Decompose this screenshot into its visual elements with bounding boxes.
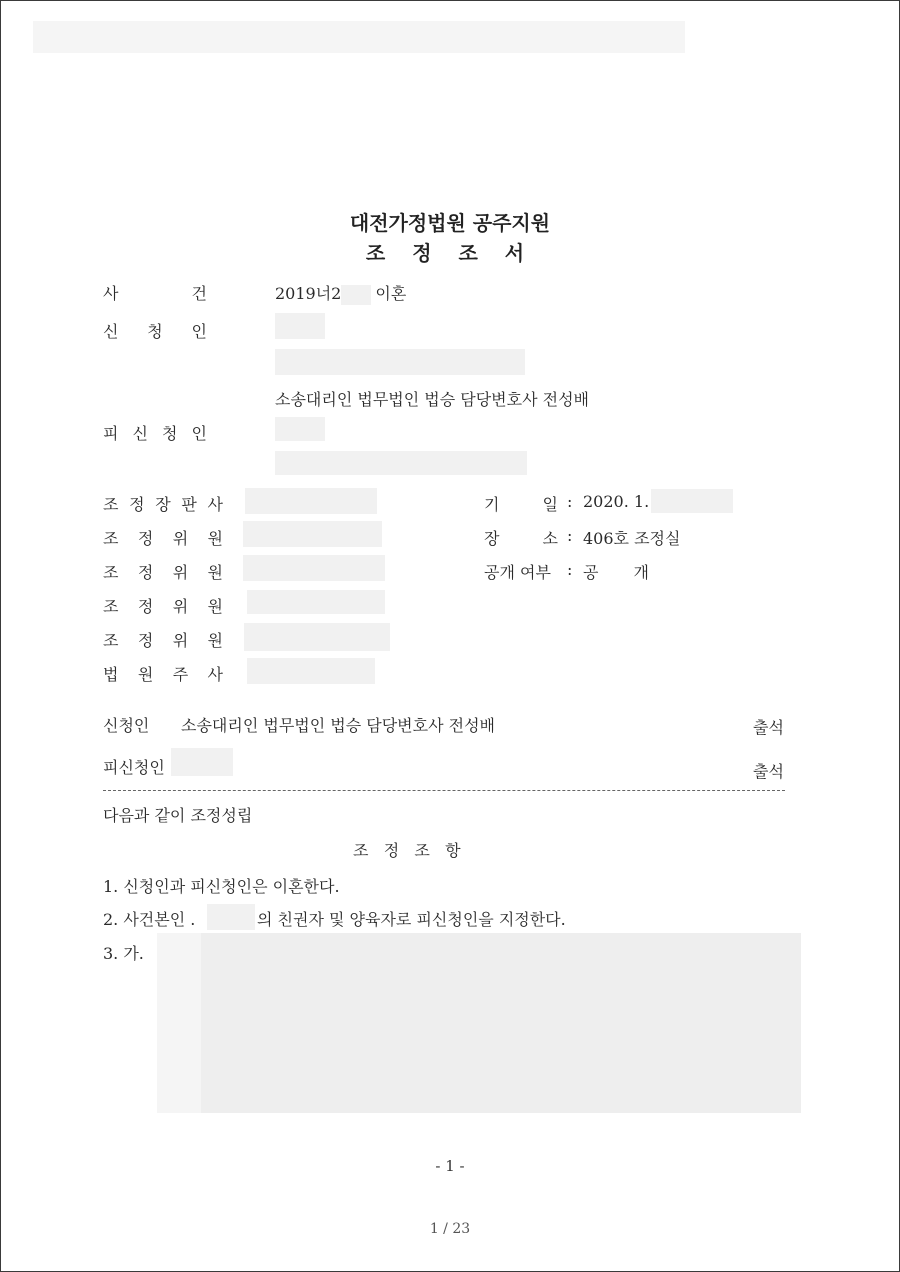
court-name: 대전가정법원 공주지원 — [349, 211, 551, 235]
place-colon: : — [567, 526, 573, 545]
official-label-member-4: 조 정 위 원 — [103, 631, 223, 650]
redacted-official-1 — [245, 488, 377, 514]
official-label-judge: 조 정 장 판 사 — [103, 495, 223, 514]
redacted-applicant-name — [275, 313, 325, 339]
case-label: 사 건 — [103, 284, 207, 303]
public-colon: : — [567, 560, 573, 579]
date-label: 기 일 — [484, 495, 558, 514]
mediation-item-2: 의 친권자 및 양육자로 피신청인을 지정한다. — [257, 910, 566, 929]
applicant-agent: 소송대리인 법무법인 법승 담당변호사 전성배 — [275, 390, 590, 409]
attendance-respondent-role: 피신청인 — [103, 758, 165, 777]
official-label-member-2: 조 정 위 원 — [103, 563, 223, 582]
redacted-official-5 — [244, 623, 390, 651]
redacted-date-day — [651, 489, 733, 513]
redacted-respondent-name — [275, 417, 325, 441]
attendance-respondent-status: 출석 — [753, 762, 784, 781]
applicant-label: 신 청 인 — [103, 322, 207, 341]
redacted-official-2 — [243, 521, 382, 547]
redacted-subject-name — [207, 904, 255, 930]
date-value: 2020. 1. — [583, 492, 650, 511]
official-label-clerk: 법 원 주 사 — [103, 665, 223, 684]
document-title: 조 정 조 서 — [365, 241, 535, 265]
redacted-official-6 — [247, 658, 375, 684]
mediation-intro: 다음과 같이 조정성립 — [103, 806, 253, 825]
redacted-case-digits — [341, 285, 371, 305]
attendance-applicant-desc: 소송대리인 법무법인 법승 담당변호사 전성배 — [181, 716, 496, 735]
redacted-header — [33, 21, 685, 53]
attendance-applicant-role: 신청인 — [103, 716, 150, 735]
mediation-item-2-prefix: 2. 사건본인 . — [103, 910, 196, 929]
redacted-official-4 — [247, 590, 385, 614]
redacted-official-3 — [243, 555, 385, 581]
case-type: 이혼 — [375, 284, 407, 303]
official-label-member-3: 조 정 위 원 — [103, 597, 223, 616]
case-number — [275, 281, 406, 305]
section-divider — [103, 790, 785, 791]
redacted-item-3-block-inner — [201, 933, 801, 1113]
redacted-respondent-attendee — [171, 748, 233, 776]
official-label-member-1: 조 정 위 원 — [103, 529, 223, 548]
case-number-prefix: 2019너2 — [275, 284, 342, 303]
attendance-applicant-status: 출석 — [753, 718, 784, 737]
respondent-label: 피 신 청 인 — [103, 424, 207, 443]
place-label: 장 소 — [484, 529, 558, 548]
date-colon: : — [567, 492, 573, 511]
public-label: 공개 여부 — [484, 563, 551, 582]
redacted-applicant-address — [275, 349, 525, 375]
mediation-heading: 조 정 조 항 — [353, 841, 461, 860]
page-marker: - 1 - — [435, 1157, 465, 1175]
place-value: 406호 조정실 — [583, 529, 681, 548]
mediation-item-3: 3. 가. — [103, 944, 144, 963]
public-value: 공 개 — [583, 563, 649, 582]
mediation-item-1: 1. 신청인과 피신청인은 이혼한다. — [103, 877, 340, 896]
page-counter: 1 / 23 — [429, 1221, 471, 1237]
redacted-respondent-address — [275, 451, 527, 475]
